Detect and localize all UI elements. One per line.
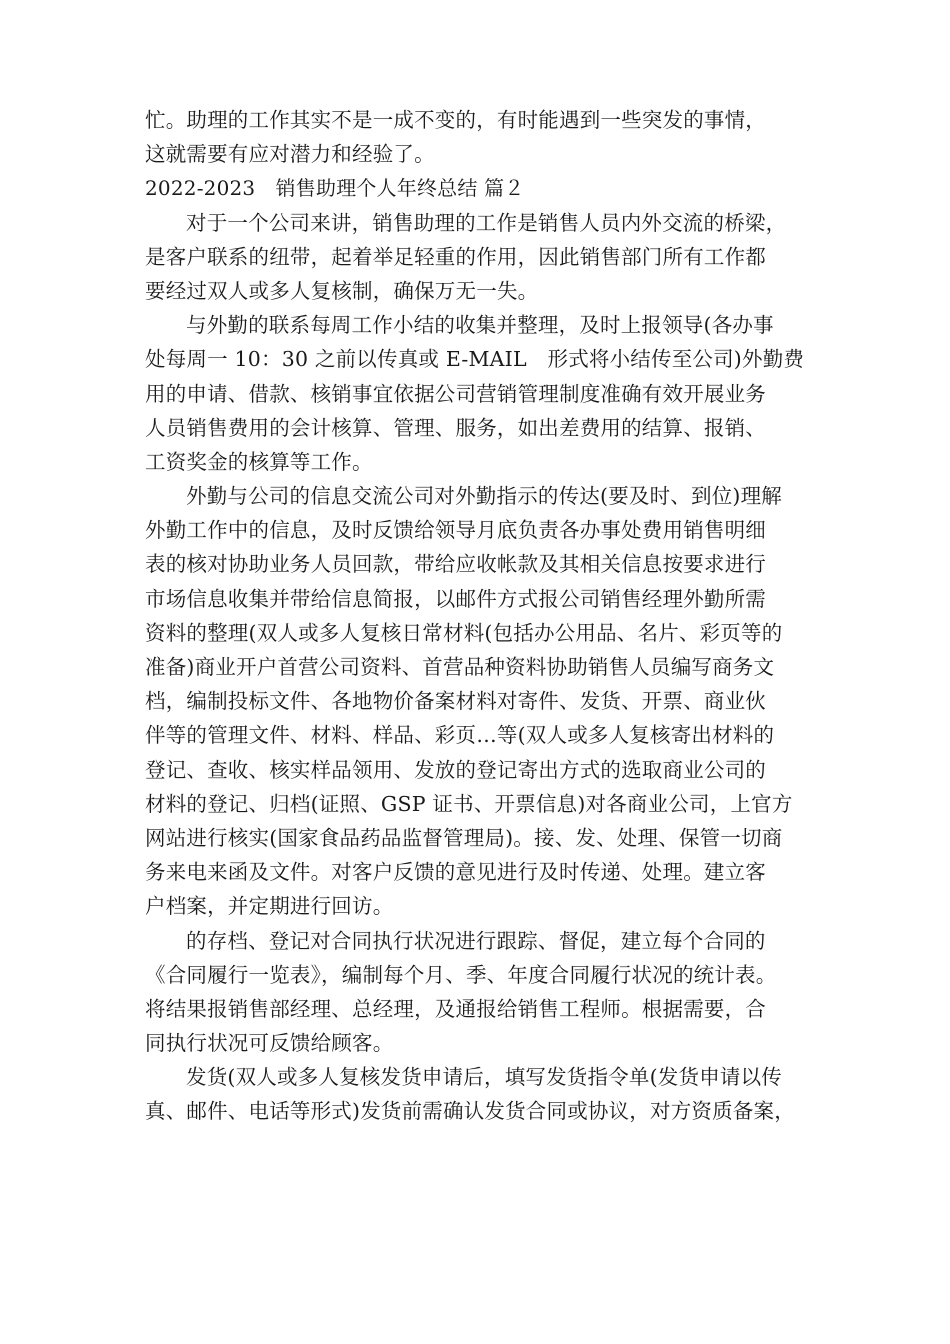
text-line: 的存档、登记对合同执行状况进行跟踪、督促，建立每个合同的 [186, 928, 766, 953]
text-line: 发货(双人或多人复核发货申请后，填写发货指令单(发货申请以传 [186, 1065, 782, 1090]
text-line: 市场信息收集并带给信息简报，以邮件方式报公司销售经理外勤所需 [145, 586, 766, 611]
text-line: 《合同履行一览表》，编制每个月、季、年度合同履行状况的统计表。 [145, 962, 777, 987]
text-line: 务来电来函及文件。对客户反馈的意见进行及时传递、处理。建立客 [145, 860, 766, 885]
text-line: 这就需要有应对潜力和经验了。 [145, 142, 435, 167]
text-line: 将结果报销售部经理、总经理，及通报给销售工程师。根据需要，合 [145, 996, 766, 1021]
text-line: 用的申请、借款、核销事宜依据公司营销管理制度准确有效开展业务 [145, 381, 766, 406]
text-line: 人员销售费用的会计核算、管理、服务，如出差费用的结算、报销、 [145, 415, 766, 440]
text-line: 外勤与公司的信息交流公司对外勤指示的传达(要及时、到位)理解 [186, 484, 782, 509]
text-line: 伴等的管理文件、材料、样品、彩页…等(双人或多人复核寄出材料的 [145, 723, 775, 748]
text-line: 外勤工作中的信息，及时反馈给领导月底负责各办事处费用销售明细 [145, 518, 766, 543]
text-line: 要经过双人或多人复核制，确保万无一失。 [145, 278, 539, 303]
text-line: 登记、查收、核实样品领用、发放的登记寄出方式的选取商业公司的 [145, 757, 766, 782]
text-line: 网站进行核实(国家食品药品监督管理局)。接、发、处理、保管一切商 [145, 825, 783, 850]
text-line: 对于一个公司来讲，销售助理的工作是销售人员内外交流的桥梁， [186, 210, 787, 235]
document-body [145, 103, 820, 1129]
text-line: 处每周一 10：30 之前以传真或 E-MAIL 形式将小结传至公司)外勤费 [145, 347, 805, 372]
text-line: 材料的登记、归档(证照、GSP 证书、开票信息)对各商业公司，上官方 [145, 791, 793, 816]
text-line: 真、邮件、电话等形式)发货前需确认发货合同或协议，对方资质备案， [145, 1099, 795, 1124]
text-line: 档，编制投标文件、各地物价备案材料对寄件、发货、开票、商业伙 [145, 689, 766, 714]
text-line: 工资奖金的核算等工作。 [145, 449, 373, 474]
text-line: 同执行状况可反馈给顾客。 [145, 1031, 394, 1056]
text-line: 与外勤的联系每周工作小结的收集并整理，及时上报领导(各办事 [186, 313, 774, 338]
text-line: 户档案，并定期进行回访。 [145, 894, 394, 919]
text-line: 是客户联系的纽带，起着举足轻重的作用，因此销售部门所有工作都 [145, 244, 766, 269]
text-line: 表的核对协助业务人员回款，带给应收帐款及其相关信息按要求进行 [145, 552, 766, 577]
section-heading: 2022-2023 销售助理个人年终总结 篇２ [145, 176, 525, 201]
text-line: 资料的整理(双人或多人复核日常材料(包括办公用品、名片、彩页等的 [145, 620, 783, 645]
text-line: 忙。助理的工作其实不是一成不变的，有时能遇到一些突发的事情， [145, 108, 766, 132]
text-line: 准备)商业开户首营公司资料、首营品种资料协助销售人员编写商务文 [145, 655, 775, 679]
